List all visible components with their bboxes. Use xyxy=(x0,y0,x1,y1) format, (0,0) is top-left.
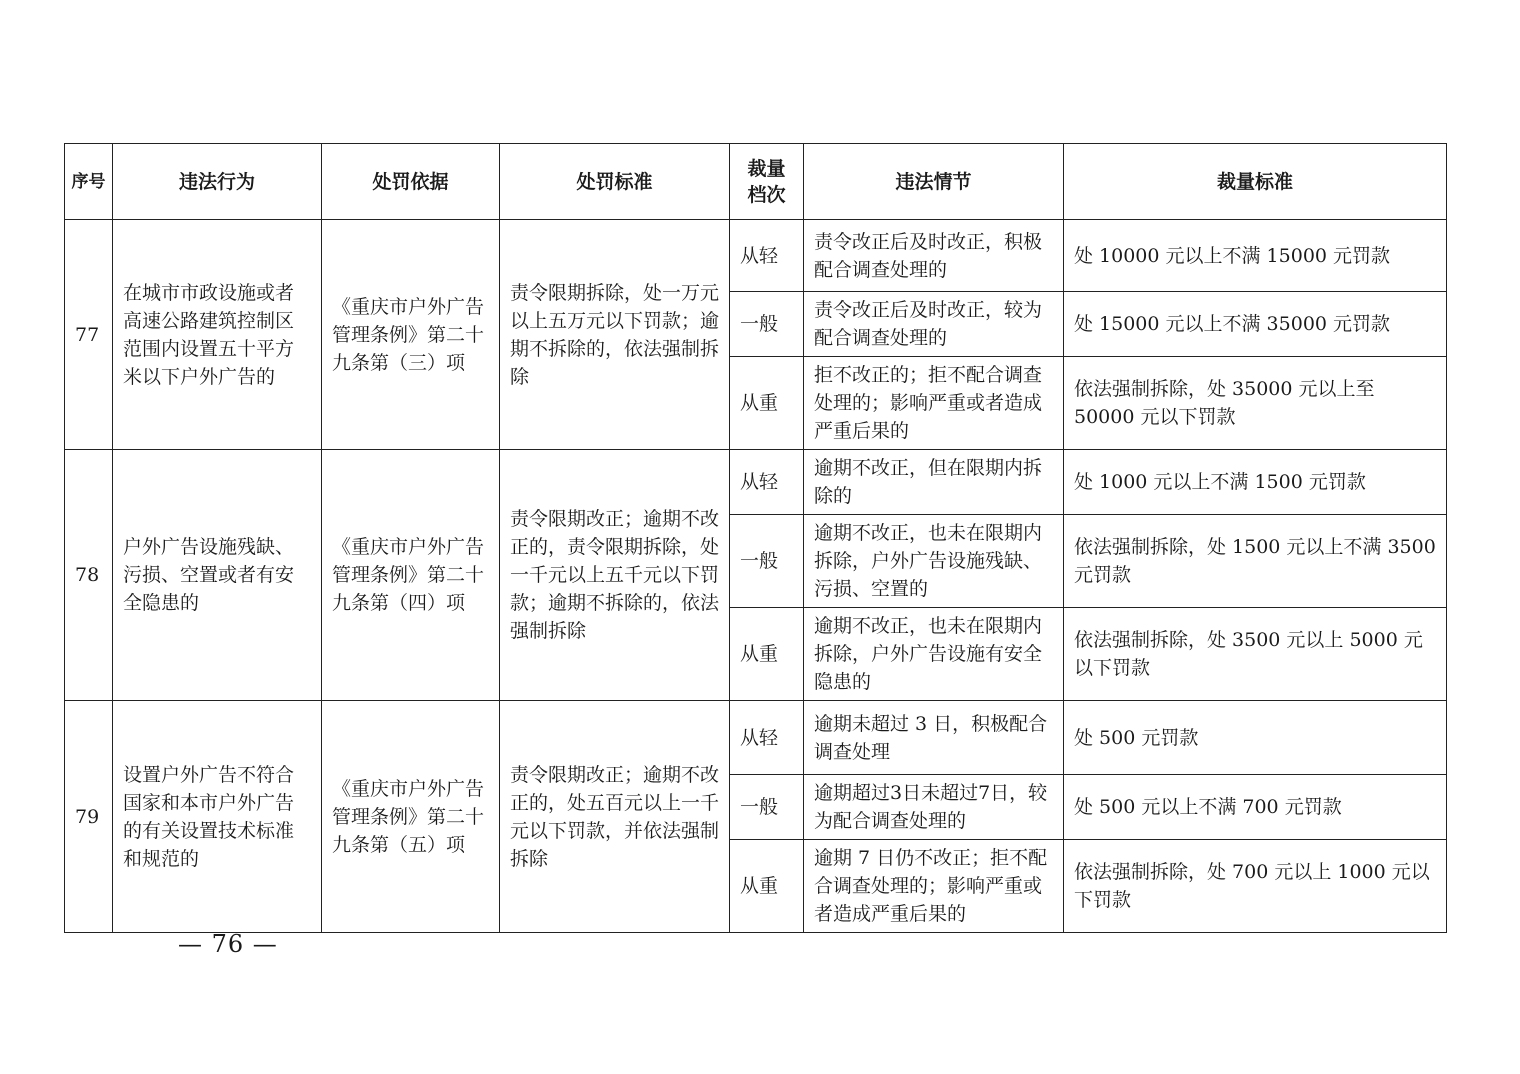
row-level: 一般 xyxy=(730,292,804,357)
row-level: 从重 xyxy=(730,840,804,933)
row-level: 从轻 xyxy=(730,701,804,775)
header-level xyxy=(730,144,804,220)
row-standard: 责令限期拆除，处一万元以上五万元以下罚款；逾期不拆除的，依法强制拆除 xyxy=(500,220,730,450)
row-circumstance: 逾期不改正，也未在限期内拆除，户外广告设施残缺、污损、空置的 xyxy=(804,515,1064,608)
row-level: 从轻 xyxy=(730,450,804,515)
row-discretion: 处 1000 元以上不满 1500 元罚款 xyxy=(1064,450,1447,515)
header-seq: 序号 xyxy=(65,144,113,220)
row-standard: 责令限期改正；逾期不改正的，处五百元以上一千元以下罚款，并依法强制拆除 xyxy=(500,701,730,933)
row-discretion: 处 10000 元以上不满 15000 元罚款 xyxy=(1064,220,1447,292)
table-header-row xyxy=(65,144,1447,220)
row-basis: 《重庆市户外广告管理条例》第二十九条第（三）项 xyxy=(322,220,500,450)
row-level: 一般 xyxy=(730,775,804,840)
row-act: 设置户外广告不符合国家和本市户外广告的有关设置技术标准和规范的 xyxy=(113,701,322,933)
header-act: 违法行为 xyxy=(113,144,322,220)
row-level: 一般 xyxy=(730,515,804,608)
header-circumstance: 违法情节 xyxy=(804,144,1064,220)
header-level-line2: 档次 xyxy=(747,183,786,206)
row-discretion: 依法强制拆除，处 35000 元以上至 50000 元以下罚款 xyxy=(1064,357,1447,450)
table-row xyxy=(65,450,1447,515)
header-discretion: 裁量标准 xyxy=(1064,144,1447,220)
row-circumstance: 逾期不改正，也未在限期内拆除，户外广告设施有安全隐患的 xyxy=(804,608,1064,701)
row-discretion: 处 500 元罚款 xyxy=(1064,701,1447,775)
penalty-discretion-table xyxy=(64,143,1447,933)
row-level: 从重 xyxy=(730,608,804,701)
row-standard: 责令限期改正；逾期不改正的，责令限期拆除，处一千元以上五千元以下罚款；逾期不拆除的，依法强制拆除 xyxy=(500,450,730,701)
header-standard: 处罚标准 xyxy=(500,144,730,220)
row-act: 户外广告设施残缺、污损、空置或者有安全隐患的 xyxy=(113,450,322,701)
row-circumstance: 逾期 7 日仍不改正；拒不配合调查处理的；影响严重或者造成严重后果的 xyxy=(804,840,1064,933)
row-discretion: 依法强制拆除，处 1500 元以上不满 3500 元罚款 xyxy=(1064,515,1447,608)
row-discretion: 依法强制拆除，处 700 元以上 1000 元以下罚款 xyxy=(1064,840,1447,933)
row-circumstance: 拒不改正的；拒不配合调查处理的；影响严重或者造成严重后果的 xyxy=(804,357,1064,450)
row-level: 从轻 xyxy=(730,220,804,292)
row-seq: 78 xyxy=(65,450,113,701)
row-seq: 79 xyxy=(65,701,113,933)
row-basis: 《重庆市户外广告管理条例》第二十九条第（五）项 xyxy=(322,701,500,933)
header-basis: 处罚依据 xyxy=(322,144,500,220)
header-level-line1: 裁量 xyxy=(747,157,786,180)
row-discretion: 依法强制拆除，处 3500 元以上 5000 元以下罚款 xyxy=(1064,608,1447,701)
row-seq: 77 xyxy=(65,220,113,450)
table-row xyxy=(65,701,1447,775)
row-act: 在城市市政设施或者高速公路建筑控制区范围内设置五十平方米以下户外广告的 xyxy=(113,220,322,450)
row-level: 从重 xyxy=(730,357,804,450)
row-discretion: 处 15000 元以上不满 35000 元罚款 xyxy=(1064,292,1447,357)
page-number: — 76 — xyxy=(178,930,278,958)
row-circumstance: 逾期不改正，但在限期内拆除的 xyxy=(804,450,1064,515)
row-circumstance: 逾期未超过 3 日，积极配合调查处理 xyxy=(804,701,1064,775)
row-basis: 《重庆市户外广告管理条例》第二十九条第（四）项 xyxy=(322,450,500,701)
table-row xyxy=(65,220,1447,292)
row-circumstance: 责令改正后及时改正，较为配合调查处理的 xyxy=(804,292,1064,357)
row-discretion: 处 500 元以上不满 700 元罚款 xyxy=(1064,775,1447,840)
row-circumstance: 逾期超过3日未超过7日，较为配合调查处理的 xyxy=(804,775,1064,840)
row-circumstance: 责令改正后及时改正，积极配合调查处理的 xyxy=(804,220,1064,292)
